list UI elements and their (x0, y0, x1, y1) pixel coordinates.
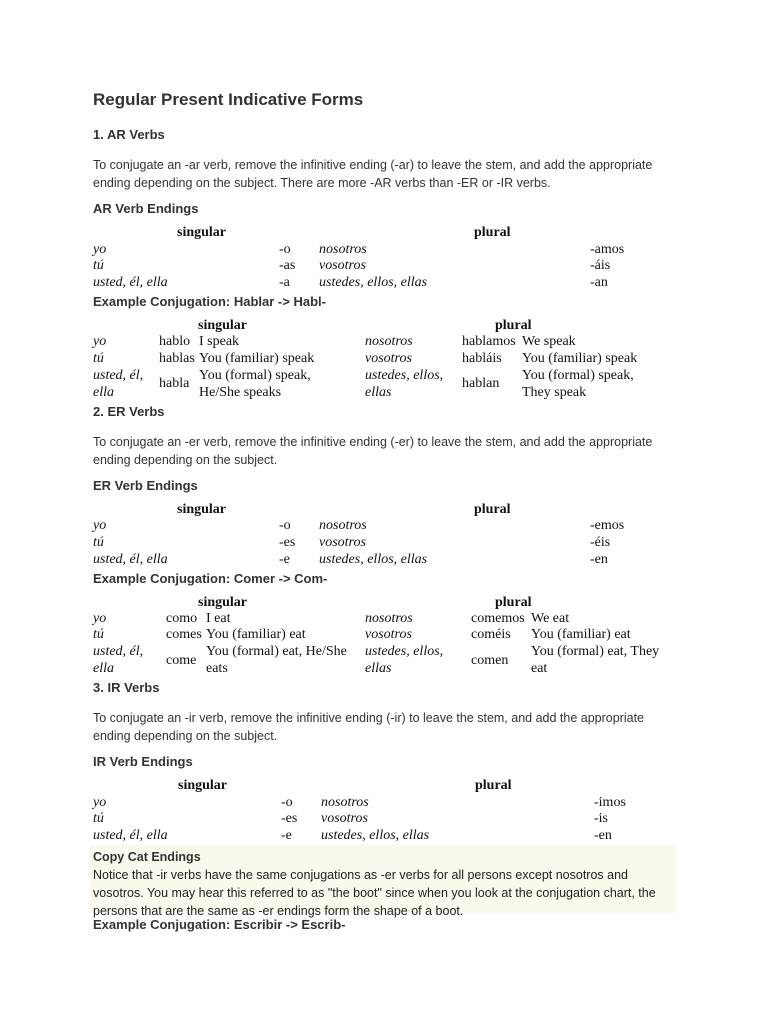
ending: -imos (594, 795, 626, 810)
verb-form: comen (471, 653, 509, 668)
ending: -en (590, 552, 608, 567)
pronoun: vosotros (319, 535, 366, 550)
pronoun: nosotros (319, 518, 367, 533)
er-paragraph: To conjugate an -er verb, remove the infinitive ending (-er) to leave the stem, and add the appropriate ending depending on the subject. (93, 435, 653, 467)
pronoun: ustedes, ellos, (365, 368, 444, 383)
ending: -e (281, 828, 292, 843)
translation: You (familiar) eat (206, 627, 306, 642)
singular-header: singular (177, 225, 227, 240)
ending: -amos (590, 242, 625, 257)
plural-header: plural (495, 595, 532, 610)
pronoun: nosotros (365, 334, 413, 349)
ending: -as (279, 258, 296, 273)
pronoun: yo (93, 518, 107, 533)
pronoun: usted, él, (93, 644, 144, 659)
translation: He/She speaks (199, 385, 282, 400)
ending: -es (281, 811, 298, 826)
ending: -o (279, 242, 291, 257)
plural-header: plural (474, 225, 511, 240)
translation: You (formal) eat, He/She (206, 644, 347, 659)
translation: You (familiar) speak (522, 351, 638, 366)
er-example-title: Example Conjugation: Comer -> Com- (93, 571, 328, 586)
verb-form: hablas (159, 351, 195, 366)
verb-form: come (166, 653, 197, 668)
singular-header: singular (178, 778, 228, 793)
pronoun: tú (93, 535, 104, 550)
verb-form: habla (159, 376, 190, 391)
verb-form: comemos (471, 611, 525, 626)
ir-paragraph: To conjugate an -ir verb, remove the infinitive ending (-ir) to leave the stem, and add the appropriate ending depending on the subject. (93, 711, 645, 743)
pronoun: usted, él, ella (93, 275, 168, 290)
ending: -en (594, 828, 612, 843)
translation: You (formal) speak, (522, 368, 634, 383)
translation: I eat (206, 611, 231, 626)
translation: I speak (199, 334, 240, 349)
ending: -an (590, 275, 608, 290)
ending: -is (594, 811, 608, 826)
translation: They speak (522, 385, 587, 400)
note-title: Copy Cat Endings (93, 850, 201, 864)
translation: We speak (522, 334, 576, 349)
copy-cat-note (93, 848, 678, 920)
pronoun: ustedes, ellos, ellas (321, 828, 430, 843)
pronoun: nosotros (365, 611, 413, 626)
pronoun: tú (93, 351, 104, 366)
pronoun: yo (93, 242, 107, 257)
ending: -es (279, 535, 296, 550)
plural-header: plural (495, 318, 532, 333)
ir-example-title: Example Conjugation: Escribir -> Escrib- (93, 917, 346, 932)
verb-form: hablan (462, 376, 500, 391)
singular-header: singular (177, 502, 227, 517)
pronoun: nosotros (319, 242, 367, 257)
ending: -éis (590, 535, 611, 550)
ending: -emos (590, 518, 625, 533)
translation: eat (531, 661, 548, 676)
verb-form: como (166, 611, 198, 626)
ir-heading: 3. IR Verbs (93, 680, 160, 695)
pronoun: ella (93, 385, 114, 400)
translation: You (familiar) eat (531, 627, 631, 642)
pronoun: yo (93, 795, 107, 810)
pronoun: tú (93, 627, 104, 642)
translation: You (formal) speak, (199, 368, 311, 383)
pronoun: ustedes, ellos, ellas (319, 275, 428, 290)
pronoun: vosotros (365, 627, 412, 642)
er-endings-title: ER Verb Endings (93, 478, 198, 493)
pronoun: usted, él, (93, 368, 144, 383)
verb-form: habláis (462, 351, 502, 366)
pronoun: ustedes, ellos, ellas (319, 552, 428, 567)
translation: We eat (531, 611, 570, 626)
pronoun: ella (93, 661, 114, 676)
ar-heading: 1. AR Verbs (93, 127, 165, 142)
ending: -a (279, 275, 290, 290)
verb-form: hablo (159, 334, 191, 349)
note-text: Notice that -ir verbs have the same conjugations as -er verbs for all persons except nosotros and vosotros. You may hear this referred to as "the boot" since when you look at the conjugation chart, the persons that are the same as -er endings form the shape of a boot. (93, 868, 656, 918)
verb-form: hablamos (462, 334, 516, 349)
plural-header: plural (474, 502, 511, 517)
pronoun: yo (93, 334, 107, 349)
translation: You (familiar) speak (199, 351, 315, 366)
verb-form: comes (166, 627, 202, 642)
translation: You (formal) eat, They (531, 644, 660, 659)
plural-header: plural (475, 778, 512, 793)
ending: -o (281, 795, 293, 810)
pronoun: ellas (365, 385, 392, 400)
ar-paragraph: To conjugate an -ar verb, remove the infinitive ending (-ar) to leave the stem, and add the appropriate ending depending on the subject. There are more -AR verbs than -ER or -IR verbs. (93, 158, 653, 190)
translation: eats (206, 661, 228, 676)
er-heading: 2. ER Verbs (93, 404, 165, 419)
pronoun: vosotros (321, 811, 368, 826)
pronoun: tú (93, 258, 104, 273)
pronoun: nosotros (321, 795, 369, 810)
ar-example-title: Example Conjugation: Hablar -> Habl- (93, 294, 326, 309)
ending: -e (279, 552, 290, 567)
pronoun: yo (93, 611, 107, 626)
ar-endings-title: AR Verb Endings (93, 201, 199, 216)
ir-endings-title: IR Verb Endings (93, 754, 193, 769)
pronoun: usted, él, ella (93, 828, 168, 843)
page-title: Regular Present Indicative Forms (93, 90, 364, 109)
verb-form: coméis (471, 627, 511, 642)
pronoun: vosotros (365, 351, 412, 366)
singular-header: singular (198, 595, 248, 610)
pronoun: tú (93, 811, 104, 826)
pronoun: usted, él, ella (93, 552, 168, 567)
pronoun: ellas (365, 661, 392, 676)
pronoun: ustedes, ellos, (365, 644, 444, 659)
singular-header: singular (198, 318, 248, 333)
ending: -o (279, 518, 291, 533)
ending: -áis (590, 258, 611, 273)
pronoun: vosotros (319, 258, 366, 273)
